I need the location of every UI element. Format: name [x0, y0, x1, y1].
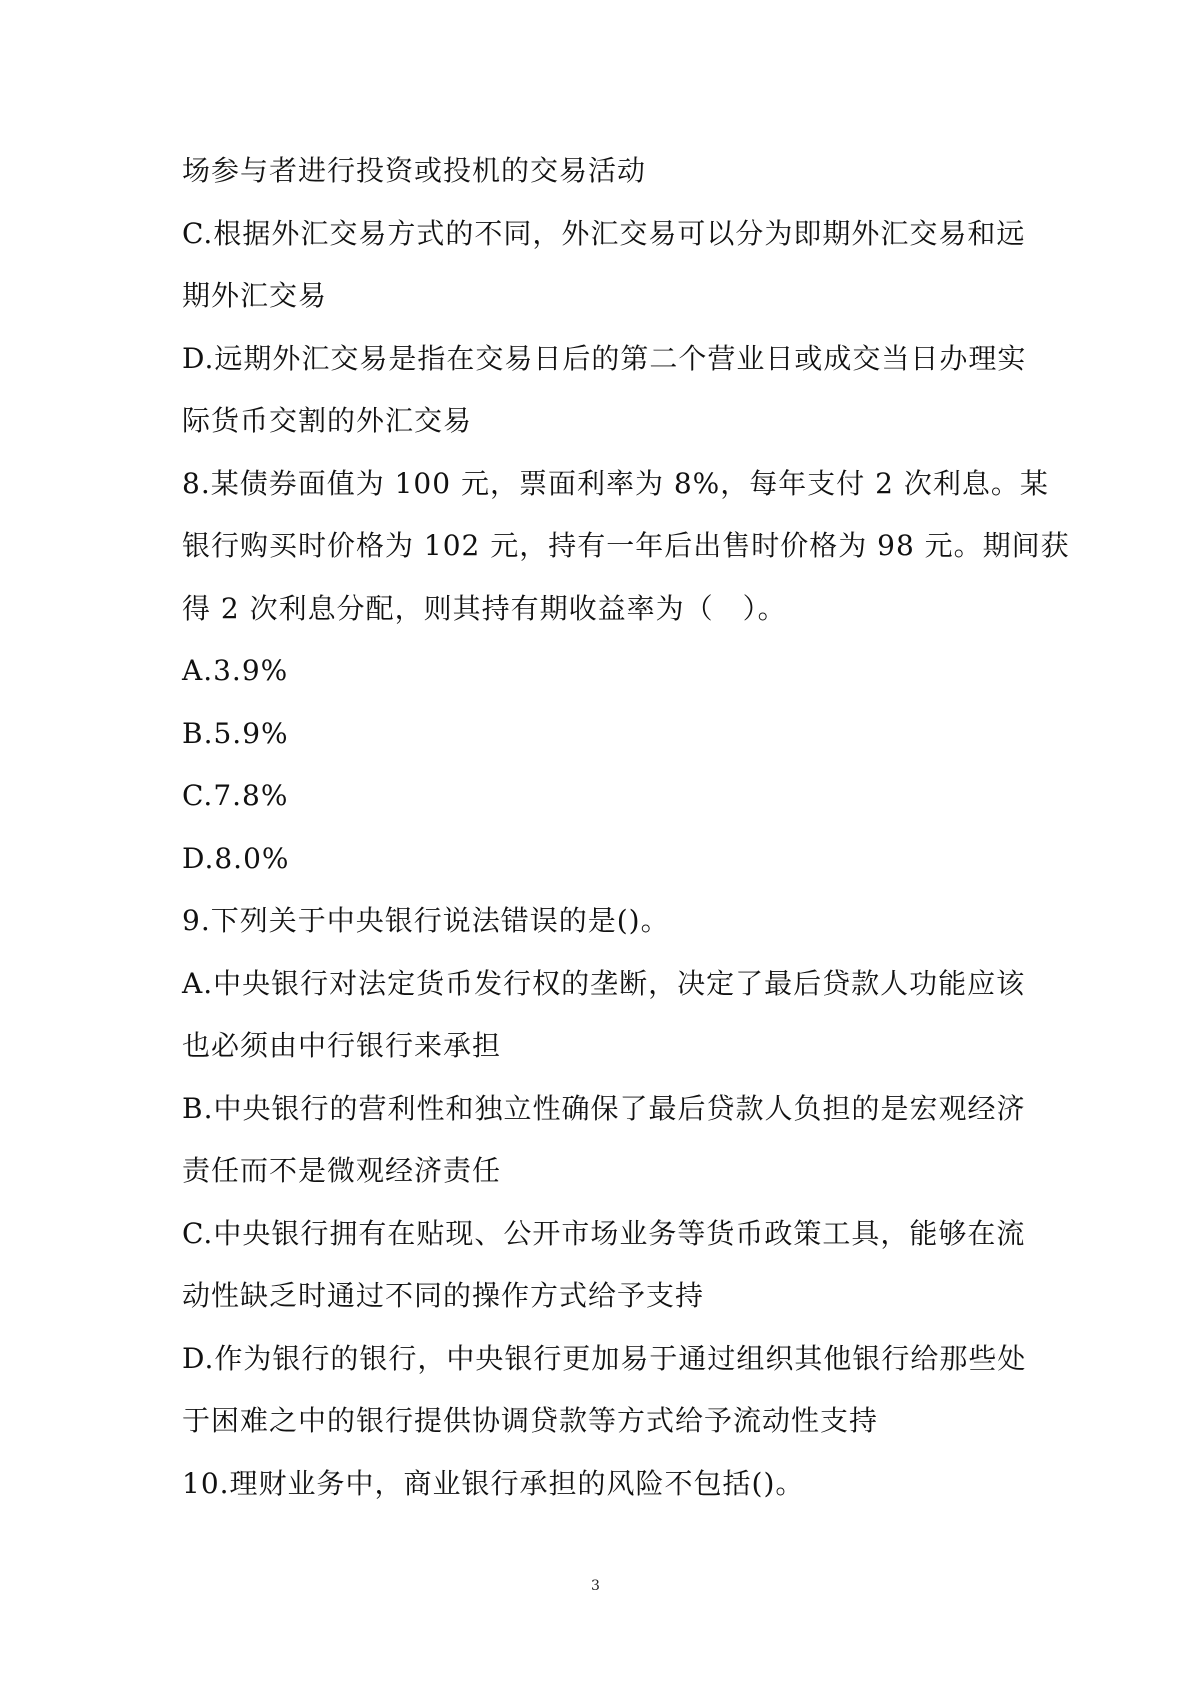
document-body	[182, 140, 1070, 1515]
option-a: A.3.9%	[182, 654, 289, 687]
text-line: 动性缺乏时通过不同的操作方式给予支持	[182, 1279, 705, 1312]
text-line: 银行购买时价格为 102 元，持有一年后出售时价格为 98 元。期间获	[182, 529, 1070, 562]
text-line: D.作为银行的银行，中央银行更加易于通过组织其他银行给那些处	[182, 1341, 1027, 1375]
text-line: B.中央银行的营利性和独立性确保了最后贷款人负担的是宏观经济	[182, 1091, 1026, 1125]
page-number: 3	[591, 1578, 600, 1594]
text-line: C.根据外汇交易方式的不同，外汇交易可以分为即期外汇交易和远	[182, 216, 1026, 250]
text-line: 得 2 次利息分配，则其持有期收益率为（ ）。	[182, 591, 787, 625]
text-line: C.中央银行拥有在贴现、公开市场业务等货币政策工具，能够在流	[182, 1216, 1026, 1250]
text-line: 责任而不是微观经济责任	[182, 1154, 502, 1187]
question-10-line: 10.理财业务中，商业银行承担的风险不包括()。	[182, 1466, 805, 1500]
text-line: 也必须由中行银行来承担	[182, 1029, 502, 1062]
text-line: A.中央银行对法定货币发行权的垄断，决定了最后贷款人功能应该	[182, 966, 1026, 1000]
text-line: 际货币交割的外汇交易	[182, 404, 473, 437]
text-line: 于困难之中的银行提供协调贷款等方式给予流动性支持	[182, 1404, 879, 1437]
option-c: C.7.8%	[182, 779, 289, 812]
option-b: B.5.9%	[182, 716, 289, 750]
question-9-line: 9.下列关于中央银行说法错误的是()。	[182, 904, 670, 937]
text-line: D.远期外汇交易是指在交易日后的第二个营业日或成交当日办理实	[182, 341, 1027, 375]
text-line: 期外汇交易	[182, 279, 328, 312]
text-line: 场参与者进行投资或投机的交易活动	[182, 154, 647, 187]
question-8-line: 8.某债券面值为 100 元，票面利率为 8%，每年支付 2 次利息。某	[182, 466, 1049, 500]
option-d: D.8.0%	[182, 841, 290, 875]
